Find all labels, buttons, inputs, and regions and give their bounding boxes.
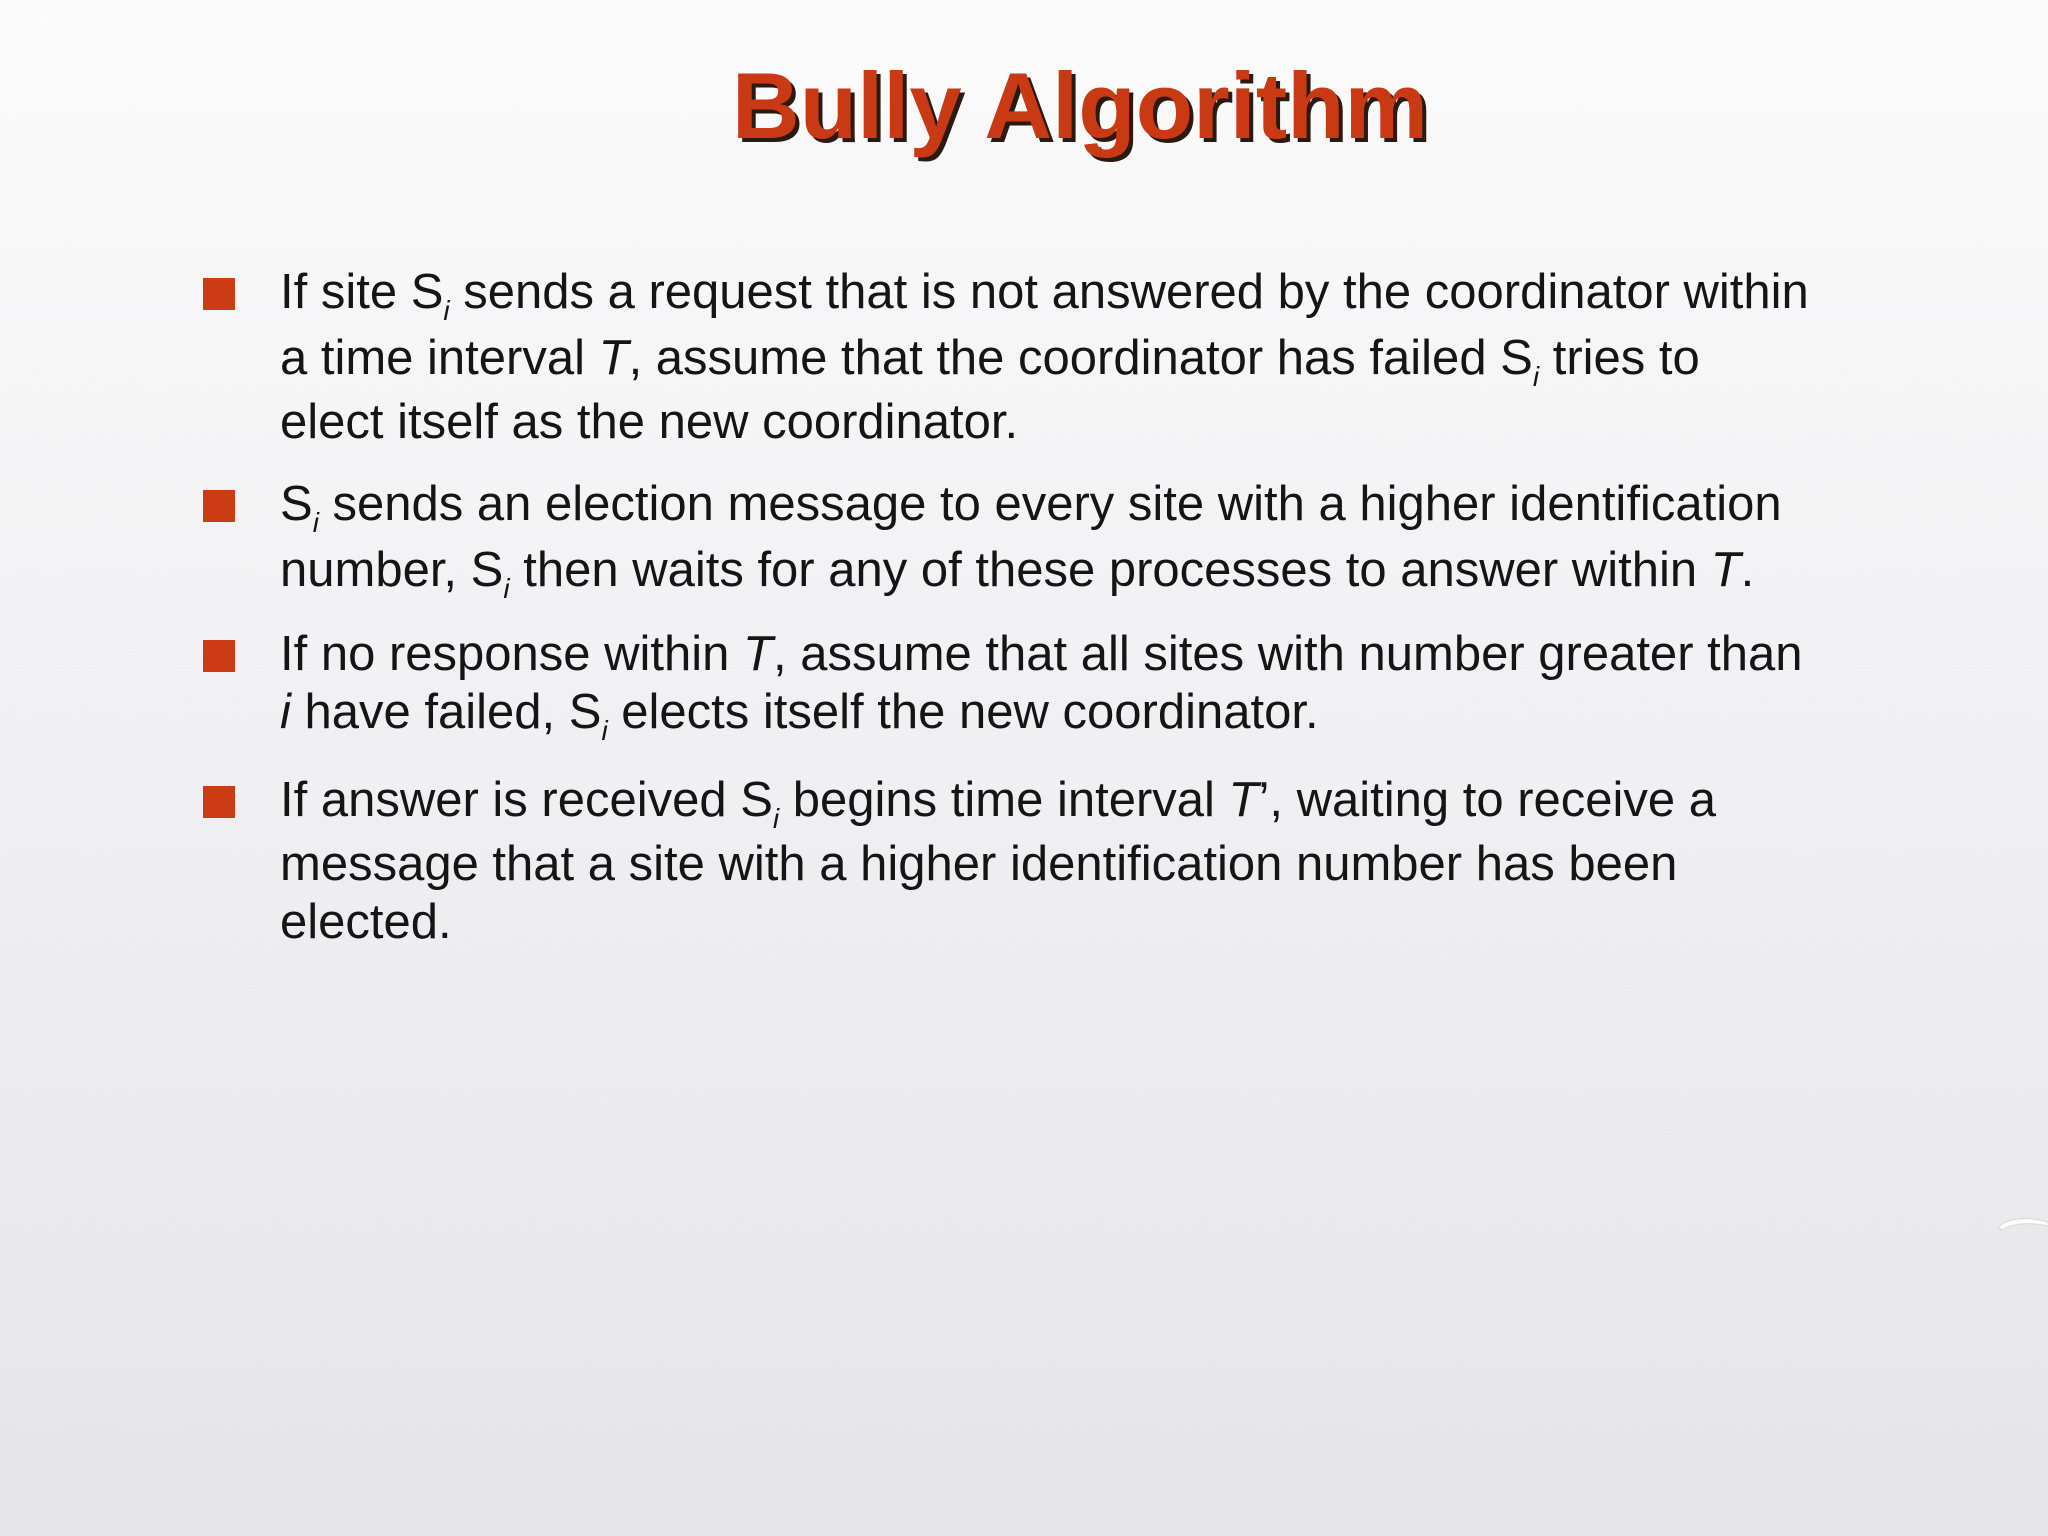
subscript: i [601,715,608,746]
subscript: i [503,573,510,604]
bullet-line: elected. [280,895,452,949]
slide-title: Bully Algorithm [731,53,1429,158]
italic-text: T [743,627,773,681]
bullet-line: If site $S_i$ sends a request that is not answered by the coordinator within [280,265,1809,326]
bullet-line: elect itself as the new coordinator. [280,395,1019,449]
square-bullet-icon [203,640,235,672]
bullet-line: If answer is received $S_i$ begins time interval T’, waiting to receive a [280,773,1717,834]
italic-text: T [1228,773,1259,827]
italic-text: i [280,685,291,739]
subscript: i [443,295,450,326]
square-bullet-icon [203,786,235,818]
subscript: i [772,803,780,834]
square-bullet-icon [203,490,235,522]
bullet-line: a time interval T, assume that the coordinator has failed $S_i$ tries to [280,331,1700,392]
square-bullet-icon [203,278,235,310]
italic-text: T [1710,543,1741,597]
subscript: i [312,507,319,538]
bullet-line: message that a site with a higher identification number has been [280,837,1678,891]
bullet-line: i have failed, $S_i$ elects itself the new coordinator. [280,685,1319,746]
italic-text: T [598,331,629,385]
bullet-line: $S_i$ sends an election message to every site with a higher identification [280,477,1782,538]
subscript: i [1532,361,1540,392]
bullet-line: number, $S_i$ then waits for any of these processes to answer within T. [280,543,1755,604]
bullet-line: If no response within T, assume that all sites with number greater than [280,627,1803,681]
cursor-mark-icon [1996,1214,2048,1236]
